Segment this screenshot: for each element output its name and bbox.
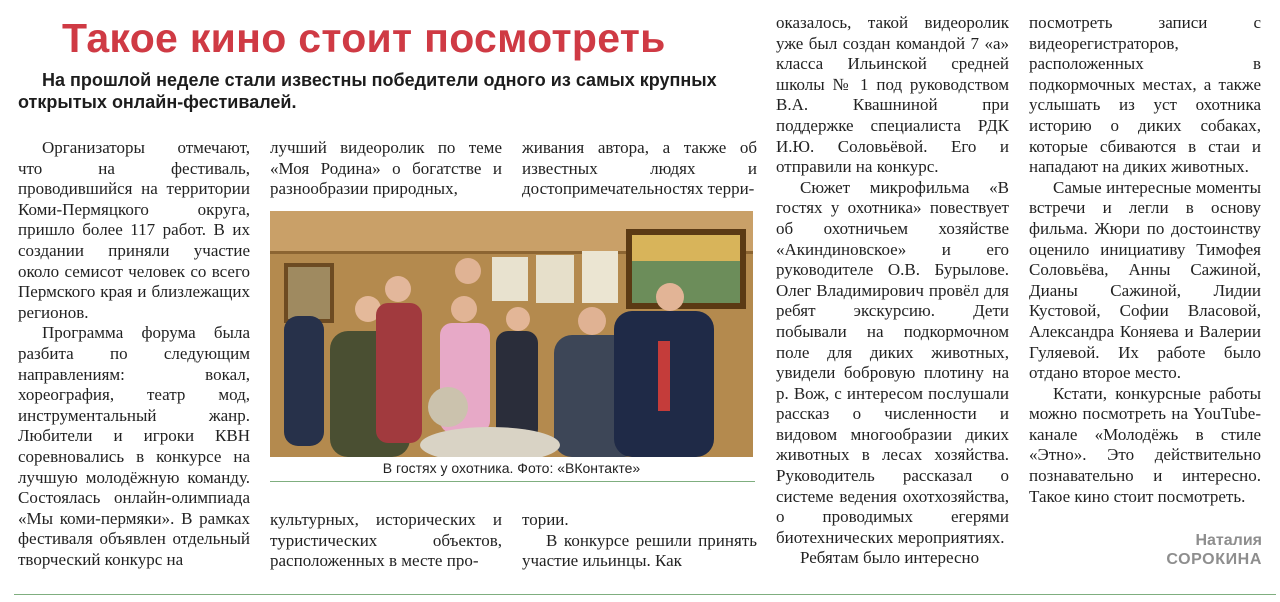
- paragraph: В конкурсе решили принять участие ильинцы. Как: [522, 530, 757, 571]
- author-last-name: СОРОКИНА: [1166, 551, 1262, 568]
- text-column-1: [18, 138, 250, 570]
- paragraph-continued: посмотреть записи с видеорегистраторов, расположенных в подкормочных местах, а также услышать из уст охотника историю о диких собаках, которые сбиваются в стаи и нападают на диких животных.: [1029, 13, 1261, 177]
- caption-divider: [270, 481, 755, 482]
- article-headline: Такое кино стоит посмотреть: [62, 15, 666, 61]
- bottom-divider: [14, 594, 1276, 595]
- paragraph-continued: живания автора, а также об известных людях и достопримечательностях терри-: [522, 138, 757, 199]
- text-column-3-bottom: [522, 510, 757, 572]
- text-column-4: [776, 13, 1009, 569]
- text-column-3-top: [522, 138, 757, 200]
- paragraph-continued: оказалось, такой видеоролик уже был создан командой 7 «а» класса Ильинской средней школы № 1 под руководством В.А. Квашниной при поддержке специалиста РДК И.Ю. Соловьёвой. Его и отправили на конкурс.: [776, 13, 1009, 177]
- author-first-name: Наталия: [1195, 532, 1262, 549]
- paragraph: Сюжет микрофильма «В гостях у охотника» повествует об охотничьем хозяйстве «Акиндиновское» и его руководителе О.В. Бурылове. Олег Владимирович провёл для ребят экскурсию. Дети побывали на подкормочном поле для диких животных, увидели бобровую плотину на р. Вож, с интересом послушали рассказ о численности и видовом многообразии диких животных в лесах хозяйства. Руководитель рассказал о системе ведения охотхозяйства, о проводимых егерями биотехнических мероприятиях.: [776, 177, 1009, 547]
- paragraph-continued: тории.: [522, 510, 569, 529]
- paragraph: Организаторы отмечают, что на фестиваль, проводившийся на территории Коми-Пермяцкого округа, пришло более 117 работ. В их создании приняли участие около семисот человек со всего Пермского края и близлежащих регионов.: [18, 138, 250, 322]
- text-column-5: [1029, 13, 1261, 507]
- article-lead: На прошлой неделе стали известны победители одного из самых крупных открытых онлайн-фестивалей.: [18, 70, 717, 112]
- photo-caption: В гостях у охотника. Фото: «ВКонтакте»: [382, 460, 641, 476]
- paragraph: Самые интересные моменты встречи и легли в основу фильма. Жюри по достоинству оценило инициативу Тимофея Соловьёва, Анны Сажиной, Дианы Сажиной, Лидии Кустовой, Софии Власовой, Александра Коняева и Валерии Гуляевой. Их работе было отдано второе место.: [1029, 177, 1261, 383]
- article-photo: [270, 211, 753, 457]
- paragraph: Ребятам было интересно: [800, 548, 980, 568]
- paragraph: Программа форума была разбита по следующим направлениям: вокал, хореография, театр мод, инструментальный жанр. Любители и игроки КВН соревновались в конкурсе на лучшую молодёжную команду. Состоялась онлайн-олимпиада «Мы коми-пермяки». В рамках фестиваля объявлен отдельный творческий конкурс на: [18, 323, 250, 569]
- paragraph-continued: лучший видеоролик по теме «Моя Родина» о богатстве и разнообразии природных,: [270, 138, 502, 199]
- author-byline: [1110, 531, 1262, 569]
- paragraph: Кстати, конкурсные работы можно посмотреть на YouTube-канале «Молодёжь в стиле «Этно». Это действительно познавательно и интересно. Такое кино стоит посмотреть.: [1029, 383, 1261, 506]
- photo-illustration: [270, 211, 753, 457]
- text-column-2-bottom: [270, 510, 502, 572]
- text-column-2-top: [270, 138, 502, 200]
- paragraph-continued: культурных, исторических и туристических объектов, расположенных в месте про-: [270, 510, 502, 571]
